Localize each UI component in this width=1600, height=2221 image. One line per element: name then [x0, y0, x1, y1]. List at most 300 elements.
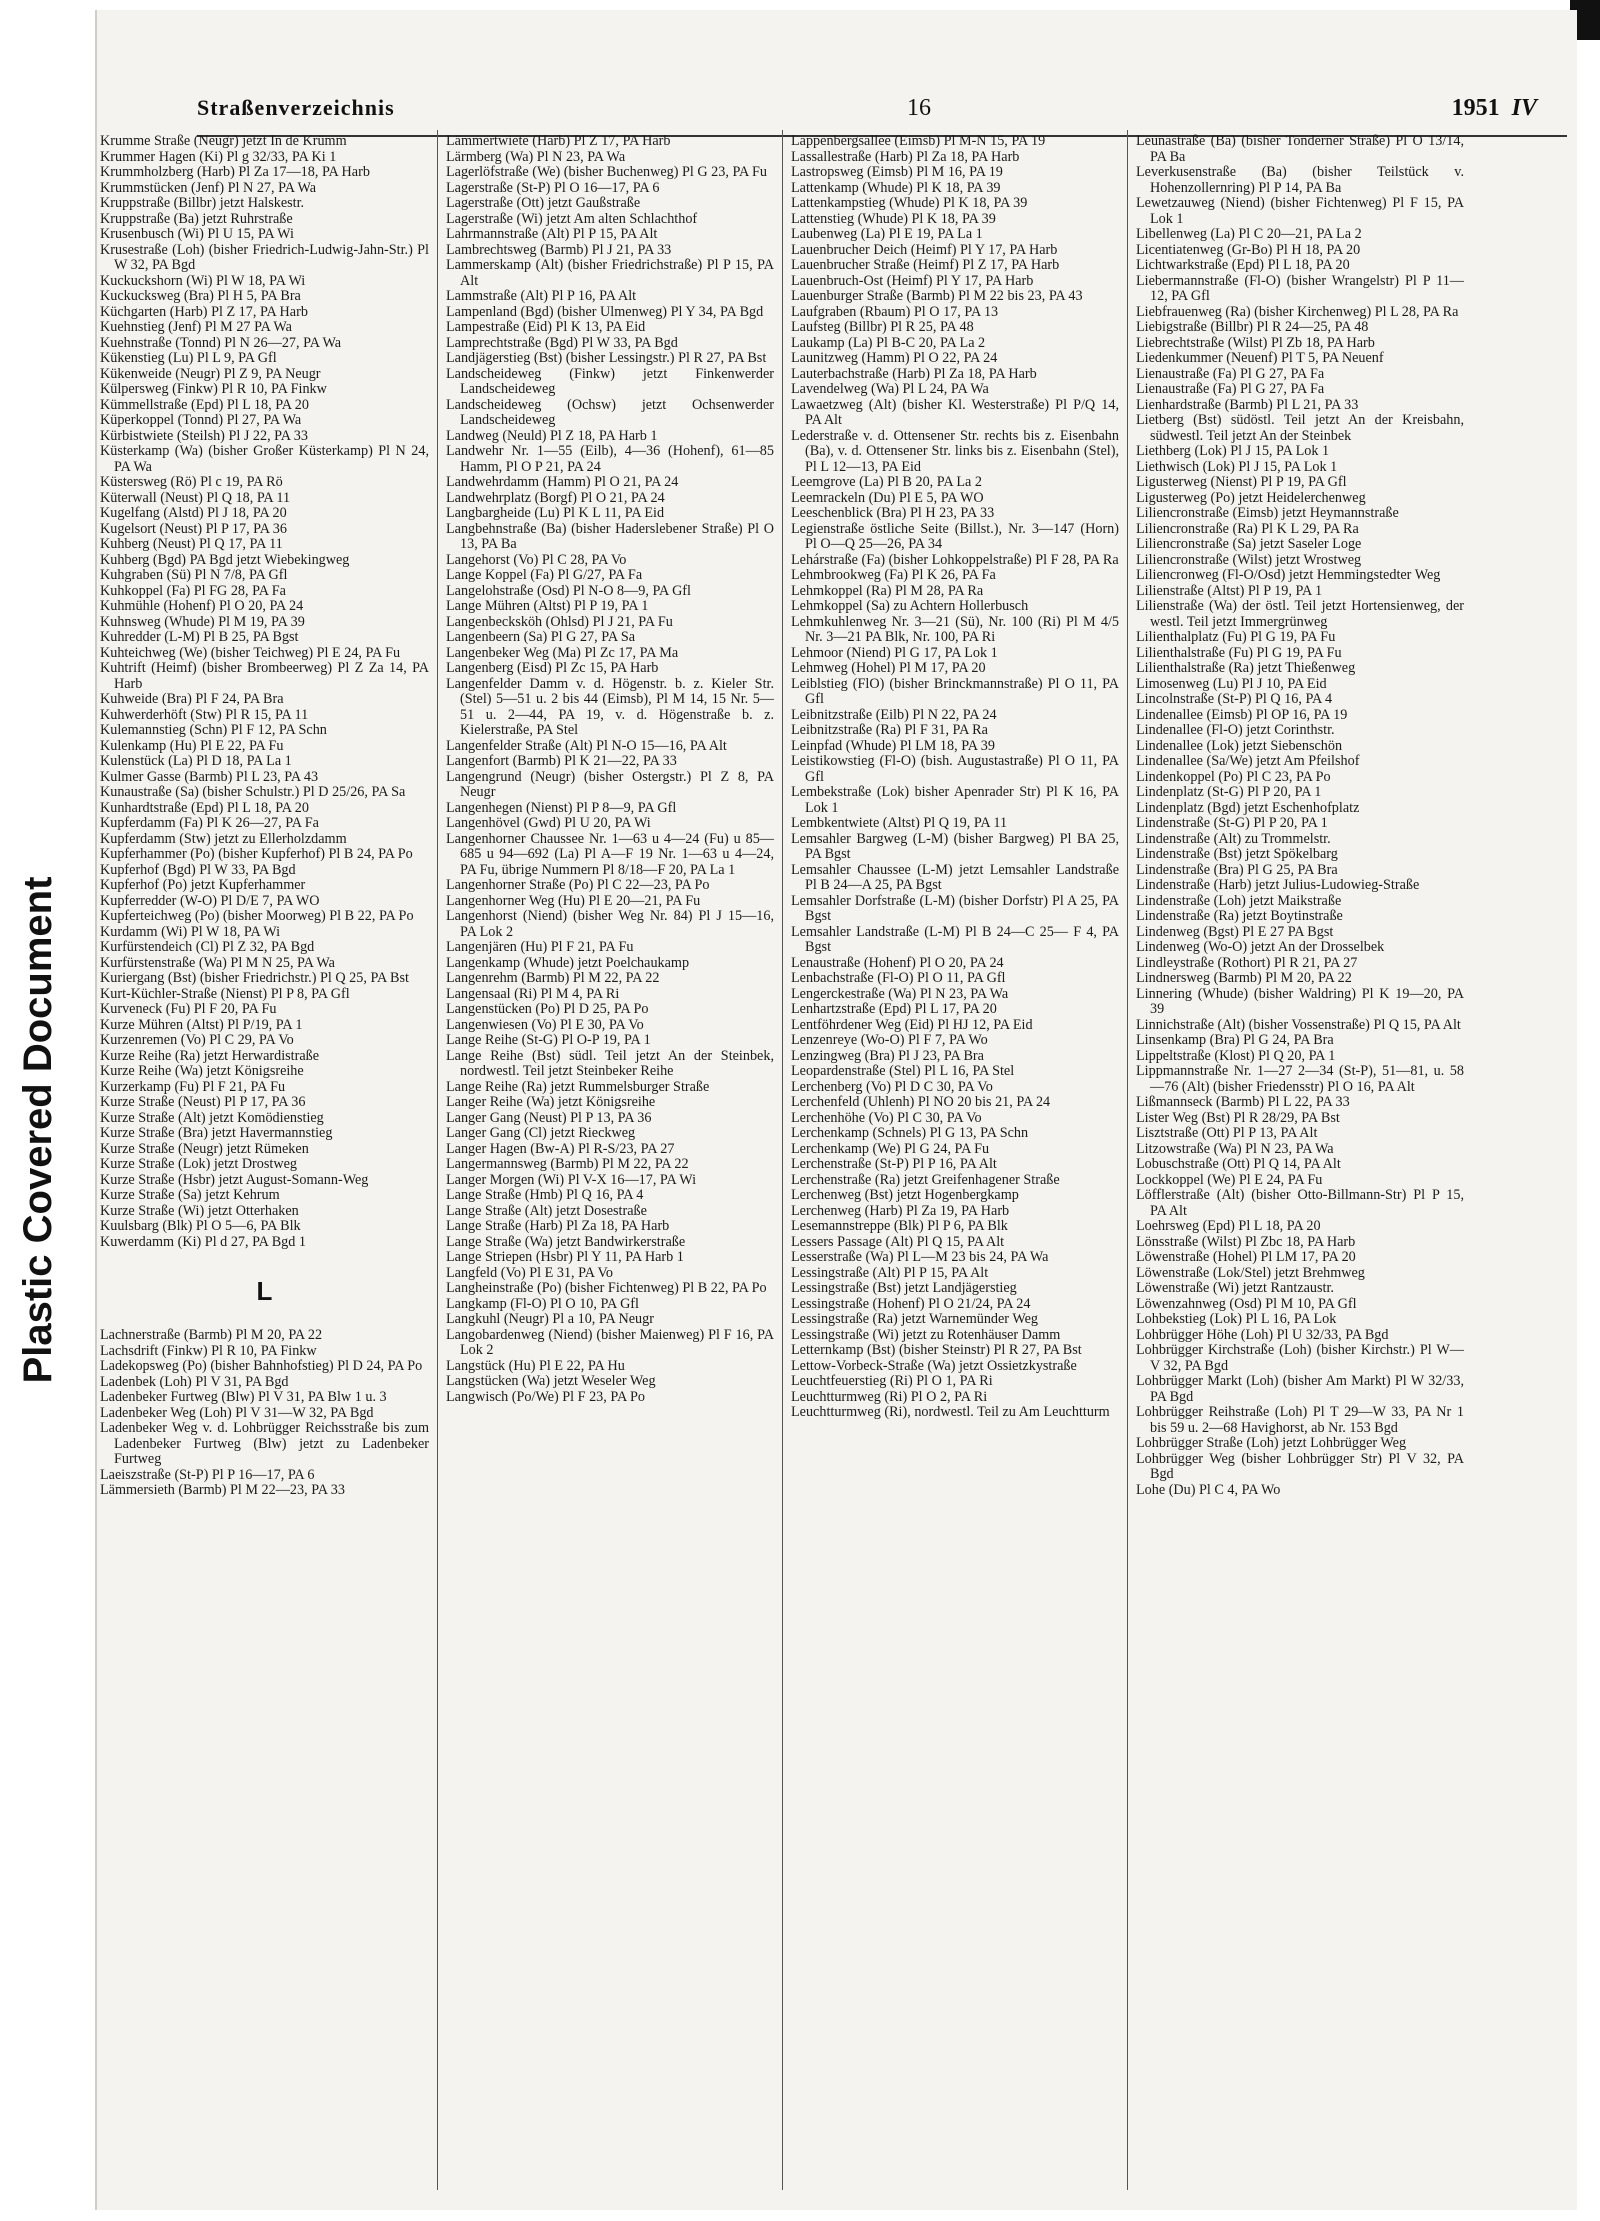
- street-entry: Lagerlöfstraße (We) (bisher Buchenweg) Pl G 23, PA Fu: [446, 164, 768, 180]
- street-entry: Kugelsort (Neust) Pl P 17, PA 36: [100, 520, 287, 537]
- street-entry: Löwenstraße (Lok/Stel) jetzt Brehmweg: [1136, 1264, 1365, 1281]
- street-entry: Lachnerstraße (Barmb) Pl M 20, PA 22: [100, 1327, 323, 1343]
- street-entry: Kuhredder (L-M) Pl B 25, PA Bgst: [100, 629, 299, 645]
- street-entry: Langenbeker Weg (Ma) Pl Zc 17, PA Ma: [446, 644, 679, 661]
- street-entry: Lindenstraße (Harb) jetzt Julius-Ludowieg-Straße: [1136, 877, 1420, 893]
- street-entry: Kurze Straße (Neugr) jetzt Rümeken: [100, 1140, 309, 1157]
- street-entry: Lange Straße (Hmb) Pl Q 16, PA 4: [446, 1187, 644, 1203]
- street-entry: Lincolnstraße (St-P) Pl Q 16, PA 4: [1136, 691, 1333, 707]
- street-entry: Kuwerdamm (Ki) Pl d 27, PA Bgd 1: [100, 1233, 306, 1250]
- street-entry: Lilienthalstraße (Ra) jetzt Thießenweg: [1136, 660, 1356, 676]
- street-entry: Leopardenstraße (Stel) Pl L 16, PA Stel: [791, 1063, 1015, 1079]
- street-entry: Ladenbeker Weg (Loh) Pl V 31—W 32, PA Bgd: [100, 1404, 374, 1421]
- street-entry: Kuulsbarg (Blk) Pl O 5—6, PA Blk: [100, 1218, 301, 1234]
- street-entry: Langenjären (Hu) Pl F 21, PA Fu: [446, 939, 634, 955]
- street-entry: Langenfelder Straße (Alt) Pl N-O 15—16, PA Alt: [446, 737, 727, 754]
- street-entry: Langenhorst (Niend) (bisher Weg Nr. 84) Pl J 15—16, PA Lok 2: [446, 908, 774, 940]
- street-entry: Lange Striepen (Hsbr) Pl Y 11, PA Harb 1: [446, 1249, 684, 1265]
- street-entry: Liethberg (Lok) Pl J 15, PA Lok 1: [1136, 443, 1330, 459]
- street-entry: Lerchenhöhe (Vo) Pl C 30, PA Vo: [791, 1109, 982, 1126]
- street-entry: Kupferteichweg (Po) (bisher Moorweg) Pl B 22, PA Po: [100, 908, 414, 924]
- street-entry: Linnering (Whude) (bisher Waldring) Pl K 19—20, PA 39: [1136, 985, 1464, 1017]
- street-entry: Kuhnsweg (Whude) Pl M 19, PA 39: [100, 613, 305, 630]
- street-entry: Langenhegen (Nienst) Pl P 8—9, PA Gfl: [446, 799, 677, 816]
- street-entry: Landwehrdamm (Hamm) Pl O 21, PA 24: [446, 474, 679, 490]
- street-entry: Leeschenblick (Bra) Pl H 23, PA 33: [791, 505, 995, 521]
- street-entry: Ladekopsweg (Po) (bisher Bahnhofstieg) Pl D 24, PA Po: [100, 1358, 423, 1374]
- street-entry: Lattenkampstieg (Whude) Pl K 18, PA 39: [791, 195, 1028, 211]
- street-entry: Löfflerstraße (Alt) (bisher Otto-Billmann-Str) Pl P 15, PA Alt: [1136, 1187, 1464, 1219]
- street-entry: Lehmkoppel (Sa) zu Achtern Hollerbusch: [791, 598, 1029, 614]
- street-entry: Kulmer Gasse (Barmb) Pl L 23, PA 43: [100, 768, 319, 785]
- street-entry: Langkuhl (Neugr) Pl a 10, PA Neugr: [446, 1311, 654, 1327]
- street-entry: Liliencronstraße (Sa) jetzt Saseler Loge: [1136, 536, 1362, 552]
- street-entry: Lentföhrdener Weg (Eid) Pl HJ 12, PA Eid: [791, 1016, 1033, 1033]
- street-entry: Lindenstraße (Alt) zu Trommelstr.: [1136, 830, 1331, 847]
- street-entry: Landscheideweg (Ochsw) jetzt Ochsenwerder Landscheideweg: [446, 396, 774, 428]
- street-entry: Lewetzauweg (Niend) (bisher Fichtenweg) Pl F 15, PA Lok 1: [1136, 195, 1464, 227]
- street-entry: Kurzenremen (Vo) Pl C 29, PA Vo: [100, 1032, 294, 1048]
- street-entry: Lönsstraße (Wilst) Pl Zbc 18, PA Harb: [1136, 1233, 1356, 1250]
- street-entry: Liebfrauenweg (Ra) (bisher Kirchenweg) Pl L 28, PA Ra: [1136, 303, 1459, 320]
- street-entry: Leinpfad (Whude) Pl LM 18, PA 39: [791, 737, 995, 754]
- street-entry: Langenbecksköh (Ohlsd) Pl J 21, PA Fu: [446, 613, 673, 630]
- street-entry: Löwenstraße (Hohel) Pl LM 17, PA 20: [1136, 1249, 1356, 1265]
- street-entry: Lindenstraße (Bst) jetzt Spökelbarg: [1136, 846, 1338, 862]
- street-entry: Kuckuckshorn (Wi) Pl W 18, PA Wi: [100, 272, 306, 289]
- street-entry: Lessingstraße (Ra) jetzt Warnemünder Weg: [791, 1311, 1038, 1327]
- street-entry: Kükenstieg (Lu) Pl L 9, PA Gfl: [100, 350, 277, 366]
- street-entry: Leemrackeln (Du) Pl E 5, PA WO: [791, 489, 984, 506]
- street-entry: Lenzingweg (Bra) Pl J 23, PA Bra: [791, 1047, 984, 1064]
- street-entry: Kurze Straße (Sa) jetzt Kehrum: [100, 1187, 280, 1203]
- street-entry: Lenzenreye (Wo-O) Pl F 7, PA Wo: [791, 1032, 988, 1048]
- street-entry: Kuhteichweg (We) (bisher Teichweg) Pl E 24, PA Fu: [100, 644, 401, 661]
- street-entry: Lärmberg (Wa) Pl N 23, PA Wa: [446, 148, 626, 165]
- street-entry: Lohe (Du) Pl C 4, PA Wo: [1136, 1481, 1281, 1498]
- street-entry: Litzowstraße (Wa) Pl N 23, PA Wa: [1136, 1140, 1334, 1157]
- street-entry: Kurze Straße (Neust) Pl P 17, PA 36: [100, 1094, 306, 1110]
- street-entry: Liebrechtstraße (Wilst) Pl Zb 18, PA Harb: [1136, 334, 1375, 351]
- street-entry: Laufgraben (Rbaum) Pl O 17, PA 13: [791, 303, 999, 320]
- street-entry: Lenhartzstraße (Epd) Pl L 17, PA 20: [791, 1001, 997, 1017]
- street-entry: Langer Hagen (Bw-A) Pl R-S/23, PA 27: [446, 1140, 675, 1157]
- street-entry: Laufsteg (Billbr) Pl R 25, PA 48: [791, 319, 974, 335]
- street-entry: Lenaustraße (Hohenf) Pl O 20, PA 24: [791, 954, 1004, 971]
- street-entry: Laeiszstraße (St-P) Pl P 16—17, PA 6: [100, 1466, 315, 1483]
- street-entry: Kupferdamm (Stw) jetzt zu Ellerholzdamm: [100, 830, 347, 847]
- street-entry: Lindenstraße (Ra) jetzt Boytinstraße: [1136, 908, 1343, 924]
- street-entry: Lohbrügger Markt (Loh) (bisher Am Markt) Pl W 32/33, PA Bgd: [1136, 1373, 1464, 1405]
- page-number: 16: [907, 95, 931, 121]
- street-entry: Langenberg (Eisd) Pl Zc 15, PA Harb: [446, 660, 659, 676]
- street-entry: Lohbrügger Kirchstraße (Loh) (bisher Kirchstr.) Pl W—V 32, PA Bgd: [1136, 1342, 1464, 1374]
- street-entry: Lampestraße (Eid) Pl K 13, PA Eid: [446, 319, 646, 335]
- street-entry: Langkamp (Fl-O) Pl O 10, PA Gfl: [446, 1295, 639, 1312]
- street-entry: Kuhkoppel (Fa) Pl FG 28, PA Fa: [100, 582, 286, 599]
- street-entry: Krusenbusch (Wi) Pl U 15, PA Wi: [100, 226, 294, 242]
- street-entry: Küchgarten (Harb) Pl Z 17, PA Harb: [100, 303, 308, 320]
- street-entry: Lederstraße v. d. Ottensener Str. rechts bis z. Eisenbahn (Ba), v. d. Ottensener Str. links bis z. Eisenbahn (Stel), Pl L 12—13, PA Eid: [791, 427, 1119, 475]
- street-entry: Langstücken (Wa) jetzt Weseler Weg: [446, 1373, 656, 1389]
- street-entry: Leuchtturmweg (Ri) Pl O 2, PA Ri: [791, 1388, 988, 1405]
- street-entry: Kuhtrift (Heimf) (bisher Brombeerweg) Pl Z Za 14, PA Harb: [100, 660, 429, 692]
- street-entry: Lindenstraße (St-G) Pl P 20, PA 1: [1136, 815, 1328, 831]
- street-entry: Lange Mühren (Altst) Pl P 19, PA 1: [446, 598, 649, 614]
- street-entry: Lindenkoppel (Po) Pl C 23, PA Po: [1136, 768, 1331, 785]
- street-entry: Liliencronstraße (Ra) Pl K L 29, PA Ra: [1136, 520, 1359, 537]
- street-entry: Lerchenfeld (Uhlenh) Pl NO 20 bis 21, PA 24: [791, 1094, 1051, 1110]
- street-entry: Lindenplatz (St-G) Pl P 20, PA 1: [1136, 784, 1322, 800]
- street-entry: Ligusterweg (Po) jetzt Heidelerchenweg: [1136, 489, 1366, 506]
- street-entry: Kulenkamp (Hu) Pl E 22, PA Fu: [100, 737, 284, 754]
- street-entry: Lienhardstraße (Barmb) Pl L 21, PA 33: [1136, 396, 1359, 413]
- street-entry: Lattenstieg (Whude) Pl K 18, PA 39: [791, 210, 996, 227]
- street-entry: Lisztstraße (Ott) Pl P 13, PA Alt: [1136, 1125, 1318, 1141]
- street-entry: Liedenkummer (Neuenf) Pl T 5, PA Neuenf: [1136, 350, 1384, 366]
- street-entry: Kürbistwiete (Steilsh) Pl J 22, PA 33: [100, 427, 308, 444]
- street-entry: Landwehrplatz (Borgf) Pl O 21, PA 24: [446, 489, 665, 506]
- street-entry: Kurveneck (Fu) Pl F 20, PA Fu: [100, 1001, 277, 1017]
- street-entry: Krusestraße (Loh) (bisher Friedrich-Ludwig-Jahn-Str.) Pl W 32, PA Bgd: [100, 241, 429, 273]
- street-entry: Lattenkamp (Whude) Pl K 18, PA 39: [791, 179, 1001, 196]
- street-entry: Lamprechtstraße (Bgd) Pl W 33, PA Bgd: [446, 334, 678, 351]
- street-entry: Landweg (Neuld) Pl Z 18, PA Harb 1: [446, 427, 658, 444]
- street-entry: Küperkoppel (Tonnd) Pl 27, PA Wa: [100, 412, 302, 428]
- street-entry: Lämmersieth (Barmb) Pl M 22—23, PA 33: [100, 1482, 345, 1498]
- page-title: Straßenverzeichnis: [197, 95, 395, 120]
- street-entry: Lampenland (Bgd) (bisher Ulmenweg) Pl Y 34, PA Bgd: [446, 303, 764, 320]
- street-entry: Kurfürstendeich (Cl) Pl Z 32, PA Bgd: [100, 939, 315, 955]
- street-entry: Kupferhof (Po) jetzt Kupferhammer: [100, 877, 306, 893]
- street-entry: Kuriergang (Bst) (bisher Friedrichstr.) Pl Q 25, PA Bst: [100, 970, 409, 986]
- page-year: [1452, 95, 1537, 122]
- column-4: [1127, 130, 1472, 2190]
- street-entry: Külpersweg (Finkw) Pl R 10, PA Finkw: [100, 381, 327, 397]
- street-entry: Lienaustraße (Fa) Pl G 27, PA Fa: [1136, 381, 1325, 397]
- street-entry: Lastropsweg (Eimsb) Pl M 16, PA 19: [791, 164, 1003, 180]
- street-entry: Lerchenberg (Vo) Pl D C 30, PA Vo: [791, 1078, 993, 1095]
- street-entry: Loehrsweg (Epd) Pl L 18, PA 20: [1136, 1218, 1321, 1234]
- street-entry: Lerchenkamp (We) Pl G 24, PA Fu: [791, 1140, 990, 1157]
- street-entry: Kruppstraße (Ba) jetzt Ruhrstraße: [100, 210, 293, 227]
- street-entry: Kurt-Küchler-Straße (Nienst) Pl P 8, PA Gfl: [100, 985, 350, 1002]
- street-entry: Libellenweg (La) Pl C 20—21, PA La 2: [1136, 226, 1362, 242]
- street-entry: Lohbrügger Weg (bisher Lohbrügger Str) Pl V 32, PA Bgd: [1136, 1450, 1464, 1482]
- street-entry: Lippeltstraße (Klost) Pl Q 20, PA 1: [1136, 1047, 1336, 1064]
- street-entry: Lauenburger Straße (Barmb) Pl M 22 bis 23, PA 43: [791, 288, 1083, 304]
- street-entry: Kupferhof (Bgd) Pl W 33, PA Bgd: [100, 861, 296, 878]
- street-entry: Lindenweg (Wo-O) jetzt An der Drosselbek: [1136, 939, 1385, 955]
- street-entry: Krumme Straße (Neugr) jetzt In de Krümm: [100, 133, 347, 149]
- street-entry: Küsterkamp (Wa) (bisher Großer Küsterkamp) Pl N 24, PA Wa: [100, 443, 429, 475]
- street-entry: Langenrehm (Barmb) Pl M 22, PA 22: [446, 970, 660, 986]
- street-entry: Launitzweg (Hamm) Pl O 22, PA 24: [791, 350, 998, 366]
- street-entry: Langer Morgen (Wi) Pl V-X 16—17, PA Wi: [446, 1171, 697, 1188]
- street-entry: Liliencronweg (Fl-O/Osd) jetzt Hemmingstedter Weg: [1136, 567, 1441, 583]
- street-entry: Lilienthalplatz (Fu) Pl G 19, PA Fu: [1136, 629, 1336, 645]
- street-entry: Lenbachstraße (Fl-O) Pl O 11, PA Gfl: [791, 970, 1006, 986]
- street-entry: Lesserstraße (Wa) Pl L—M 23 bis 24, PA Wa: [791, 1249, 1049, 1265]
- street-entry: Leibnitzstraße (Ra) Pl F 31, PA Ra: [791, 722, 988, 738]
- street-entry: Leemgrove (La) Pl B 20, PA La 2: [791, 474, 982, 490]
- street-entry: Langenhorner Chaussee Nr. 1—63 u 4—24 (Fu) u 85—685 u 94—692 (La) Pl A—F 19 Nr. 1—63 u 4—24, PA Fu, übrige Nummern Pl 8/18—F 20, PA La 1: [446, 830, 774, 878]
- street-entry: Küterwall (Neust) Pl Q 18, PA 11: [100, 489, 291, 506]
- street-entry: Lessers Passage (Alt) Pl Q 15, PA Alt: [791, 1233, 1005, 1250]
- street-entry: Lohbrügger Reihstraße (Loh) Pl T 29—W 33, PA Nr 1 bis 59 u. 2—68 Havighorst, ab Nr. 153 Bgd: [1136, 1404, 1464, 1436]
- street-entry: Langenhorner Straße (Po) Pl C 22—23, PA Po: [446, 877, 710, 893]
- street-entry: Kuckucksweg (Bra) Pl H 5, PA Bra: [100, 288, 301, 304]
- street-entry: Kupferdamm (Fa) Pl K 26—27, PA Fa: [100, 815, 319, 831]
- street-entry: Lahrmannstraße (Alt) Pl P 15, PA Alt: [446, 226, 658, 242]
- street-entry: Lammstraße (Alt) Pl P 16, PA Alt: [446, 288, 637, 304]
- street-entry: Lauenbrucher Deich (Heimf) Pl Y 17, PA Harb: [791, 241, 1058, 258]
- street-entry: Langenstücken (Po) Pl D 25, PA Po: [446, 1001, 649, 1017]
- street-entry: Leiblstieg (FlO) (bisher Brinckmannstraße) Pl O 11, PA Gfl: [791, 675, 1119, 707]
- street-entry: Lindenallee (Fl-O) jetzt Corinthstr.: [1136, 722, 1335, 738]
- street-entry: Kruppstraße (Billbr) jetzt Halskestr.: [100, 195, 305, 211]
- street-entry: Langer Gang (Cl) jetzt Rieckweg: [446, 1125, 636, 1141]
- street-entry: Lengerckestraße (Wa) Pl N 23, PA Wa: [791, 985, 1009, 1002]
- street-entry: Lämmertwiete (Harb) Pl Z 17, PA Harb: [446, 133, 671, 149]
- street-entry: Lambrechtsweg (Barmb) Pl J 21, PA 33: [446, 241, 672, 258]
- street-entry: Kulenstück (La) Pl D 18, PA La 1: [100, 753, 292, 769]
- street-entry: Lerchenweg (Bst) jetzt Hogenbergkamp: [791, 1187, 1019, 1203]
- street-entry: Lesemannstreppe (Blk) Pl P 6, PA Blk: [791, 1218, 1008, 1234]
- street-columns: [92, 130, 1472, 2190]
- street-entry: Lehárstraße (Fa) (bisher Lohkoppelstraße) Pl F 28, PA Ra: [791, 551, 1119, 568]
- street-entry: Kurfürstenstraße (Wa) Pl M N 25, PA Wa: [100, 954, 335, 971]
- street-entry: Kunhardtstraße (Epd) Pl L 18, PA 20: [100, 799, 309, 816]
- street-entry: Lißmannseck (Barmb) Pl L 22, PA 33: [1136, 1094, 1350, 1110]
- street-entry: Lemsahler Dorfstraße (L-M) (bisher Dorfstr) Pl A 25, PA Bgst: [791, 892, 1119, 924]
- street-entry: Krummholzberg (Harb) Pl Za 17—18, PA Harb: [100, 164, 370, 180]
- street-entry: Kupferredder (W-O) Pl D/E 7, PA WO: [100, 892, 320, 909]
- street-entry: Limosenweg (Lu) Pl J 10, PA Eid: [1136, 675, 1327, 692]
- street-entry: Linnichstraße (Alt) (bisher Vossenstraße) Pl Q 15, PA Alt: [1136, 1016, 1461, 1033]
- street-entry: Kurze Straße (Lok) jetzt Drostweg: [100, 1156, 297, 1172]
- street-entry: Kurze Straße (Bra) jetzt Havermannstieg: [100, 1125, 333, 1141]
- street-entry: Lavendelweg (Wa) Pl L 24, PA Wa: [791, 381, 989, 397]
- street-entry: Langobardenweg (Niend) (bisher Maienweg) Pl F 16, PA Lok 2: [446, 1326, 774, 1358]
- street-entry: Langenbeern (Sa) Pl G 27, PA Sa: [446, 629, 636, 645]
- street-entry: Lange Reihe (Bst) südl. Teil jetzt An der Steinbek, nordwestl. Teil jetzt Steinbeker Reihe: [446, 1047, 774, 1079]
- street-entry: Kurze Straße (Wi) jetzt Otterhaken: [100, 1202, 299, 1219]
- street-entry: Lichtwarkstraße (Epd) Pl L 18, PA 20: [1136, 257, 1350, 273]
- street-entry: Lindenstraße (Bra) Pl G 25, PA Bra: [1136, 861, 1338, 878]
- street-entry: Lerchenstraße (Ra) jetzt Greifenhagener Straße: [791, 1171, 1060, 1188]
- street-entry: Kurze Mühren (Altst) Pl P/19, PA 1: [100, 1016, 303, 1033]
- street-entry: Leuchtturmweg (Ri), nordwestl. Teil zu Am Leuchtturm: [791, 1404, 1110, 1420]
- street-entry: Liliencronstraße (Eimsb) jetzt Heymannstraße: [1136, 505, 1399, 521]
- street-entry: Liebigstraße (Billbr) Pl R 24—25, PA 48: [1136, 319, 1369, 335]
- street-entry: Ladenbeker Weg v. d. Lohbrügger Reichsstraße bis zum Ladenbeker Furtweg (Blw) jetzt zu Ladenbeker Furtweg: [100, 1420, 429, 1467]
- street-entry: Leverkusenstraße (Ba) (bisher Teilstück v. Hohenzollernring) Pl P 14, PA Ba: [1136, 164, 1464, 196]
- street-entry: Krummstücken (Jenf) Pl N 27, PA Wa: [100, 179, 316, 196]
- street-entry: Lauenbruch-Ost (Heimf) Pl Y 17, PA Harb: [791, 272, 1034, 289]
- year-number: 1951: [1451, 95, 1500, 121]
- street-entry: Langenhövel (Gwd) Pl U 20, PA Wi: [446, 815, 651, 831]
- street-entry: Lohbekstieg (Lok) Pl L 16, PA Lok: [1136, 1311, 1337, 1327]
- street-entry: Lobuschstraße (Ott) Pl Q 14, PA Alt: [1136, 1156, 1341, 1172]
- street-entry: Löwenstraße (Wi) jetzt Rantzaustr.: [1136, 1280, 1334, 1296]
- street-entry: Liebermannstraße (Fl-O) (bisher Wrangelstr) Pl P 11—12, PA Gfl: [1136, 272, 1464, 304]
- street-entry: Lange Straße (Harb) Pl Za 18, PA Harb: [446, 1218, 670, 1234]
- column-1: [92, 130, 437, 2190]
- street-entry: Lauterbachstraße (Harb) Pl Za 18, PA Harb: [791, 365, 1037, 382]
- street-entry: Kurze Straße (Alt) jetzt Komödienstieg: [100, 1109, 324, 1126]
- street-entry: Langbehnstraße (Ba) (bisher Haderslebener Straße) Pl O 13, PA Ba: [446, 520, 774, 552]
- street-entry: Kunaustraße (Sa) (bisher Schulstr.) Pl D 25/26, PA Sa: [100, 784, 406, 800]
- street-entry: Lembkentwiete (Altst) Pl Q 19, PA 11: [791, 815, 1008, 831]
- street-entry: Lehmweg (Hohel) Pl M 17, PA 20: [791, 660, 986, 676]
- street-entry: Lister Weg (Bst) Pl R 28/29, PA Bst: [1136, 1109, 1340, 1126]
- street-entry: Lessingstraße (Alt) Pl P 15, PA Alt: [791, 1264, 989, 1281]
- street-entry: Lemsahler Landstraße (L-M) Pl B 24—C 25— F 4, PA Bgst: [791, 923, 1119, 955]
- street-entry: Kuhweide (Bra) Pl F 24, PA Bra: [100, 691, 284, 707]
- street-entry: Kuehnstraße (Tonnd) Pl N 26—27, PA Wa: [100, 334, 342, 351]
- street-entry: Langer Reihe (Wa) jetzt Königsreihe: [446, 1094, 656, 1110]
- street-entry: Kurdamm (Wi) Pl W 18, PA Wi: [100, 923, 281, 940]
- street-entry: Lemsahler Chaussee (L-M) jetzt Lemsahler Landstraße Pl B 24—A 25, PA Bgst: [791, 861, 1119, 893]
- street-entry: Lembekstraße (Lok) bisher Apenrader Str) Pl K 16, PA Lok 1: [791, 784, 1119, 816]
- street-entry: Lindenplatz (Bgd) jetzt Eschenhofplatz: [1136, 799, 1360, 816]
- street-entry: Lilienstraße (Wa) der östl. Teil jetzt Hortensienweg, der westl. Teil jetzt Immergrünweg: [1136, 598, 1464, 630]
- street-entry: Kümmellstraße (Epd) Pl L 18, PA 20: [100, 396, 309, 413]
- street-entry: Kuhberg (Bgd) PA Bgd jetzt Wiebekingweg: [100, 551, 350, 568]
- street-entry: Kulemannstieg (Schn) Pl F 12, PA Schn: [100, 722, 327, 738]
- street-entry: Lilienthalstraße (Fu) Pl G 19, PA Fu: [1136, 644, 1342, 661]
- street-entry: Ladenbeker Furtweg (Blw) Pl V 31, PA Blw 1 u. 3: [100, 1389, 387, 1405]
- street-entry: Legienstraße östliche Seite (Billst.), Nr. 3—147 (Horn) Pl O—Q 25—26, PA 34: [791, 520, 1119, 552]
- street-entry: Kugelfang (Alstd) Pl J 18, PA 20: [100, 505, 287, 521]
- street-entry: Liethwisch (Lok) Pl J 15, PA Lok 1: [1136, 458, 1338, 475]
- street-entry: Lagerstraße (Ott) jetzt Gaußstraße: [446, 195, 641, 211]
- street-entry: Lindnersweg (Barmb) Pl M 20, PA 22: [1136, 970, 1352, 986]
- street-entry: Löwenzahnweg (Osd) Pl M 10, PA Gfl: [1136, 1295, 1357, 1312]
- street-entry: Langermannsweg (Barmb) Pl M 22, PA 22: [446, 1156, 689, 1172]
- street-entry: Lassallestraße (Harb) Pl Za 18, PA Harb: [791, 148, 1020, 165]
- street-entry: Lessingstraße (Hohenf) Pl O 21/24, PA 24: [791, 1295, 1031, 1312]
- street-entry: Liliencronstraße (Wilst) jetzt Wrostweg: [1136, 551, 1362, 568]
- street-entry: Ligusterweg (Nienst) Pl P 19, PA Gfl: [1136, 474, 1347, 490]
- street-entry: Lerchenkamp (Schnels) Pl G 13, PA Schn: [791, 1125, 1029, 1141]
- street-entry: Leunastraße (Ba) (bisher Tonderner Straße) Pl O 13/14, PA Ba: [1136, 133, 1464, 165]
- street-entry: Langenfelder Damm v. d. Högenstr. b. z. Kieler Str. (Stel) 5—51 u. 2 bis 44 (Eimsb), Pl M 14, 15 Nr. 5—51 u. 2—44, PA 19, v. d. Högenstraße b. z. Kielerstraße, PA Stel: [446, 675, 774, 738]
- street-entry: Langfeld (Vo) Pl E 31, PA Vo: [446, 1264, 613, 1281]
- street-entry: Kurzerkamp (Fu) Pl F 21, PA Fu: [100, 1078, 286, 1095]
- street-entry: Lauenbrucher Straße (Heimf) Pl Z 17, PA Harb: [791, 257, 1060, 273]
- plastic-covered-label: Plastic Covered Document: [15, 876, 60, 1384]
- street-entry: Lagerstraße (St-P) Pl O 16—17, PA 6: [446, 179, 660, 196]
- street-entry: Lindenallee (Sa/We) jetzt Am Pfeilshof: [1136, 753, 1360, 769]
- street-entry: Landjägerstieg (Bst) (bisher Lessingstr.) Pl R 27, PA Bst: [446, 350, 767, 366]
- street-entry: Kuhgraben (Sü) Pl N 7/8, PA Gfl: [100, 567, 288, 583]
- street-entry: Lehmkoppel (Ra) Pl M 28, PA Ra: [791, 582, 984, 599]
- street-entry: Kupferhammer (Po) (bisher Kupferhof) Pl B 24, PA Po: [100, 846, 413, 862]
- street-entry: Langenkamp (Whude) jetzt Poelchaukamp: [446, 954, 690, 971]
- street-entry: Lindenallee (Lok) jetzt Siebenschön: [1136, 737, 1343, 754]
- street-entry: Lawaetzweg (Alt) (bisher Kl. Westerstraße) Pl P/Q 14, PA Alt: [791, 396, 1119, 428]
- street-entry: Krummer Hagen (Ki) Pl g 32/33, PA Ki 1: [100, 148, 337, 165]
- street-entry: Langenhorner Weg (Hu) Pl E 20—21, PA Fu: [446, 892, 701, 909]
- street-entry: Lindleystraße (Rothort) Pl R 21, PA 27: [1136, 954, 1358, 971]
- street-entry: Laukamp (La) Pl B-C 20, PA La 2: [791, 334, 986, 351]
- street-entry: Landscheideweg (Finkw) jetzt Finkenwerder Landscheideweg: [446, 365, 774, 397]
- street-entry: Langenwiesen (Vo) Pl E 30, PA Vo: [446, 1016, 644, 1033]
- street-entry: Lammerskamp (Alt) (bisher Friedrichstraße) Pl P 15, PA Alt: [446, 257, 774, 289]
- street-entry: Küstersweg (Rö) Pl c 19, PA Rö: [100, 474, 283, 490]
- section-letter: L: [256, 1276, 273, 1306]
- street-entry: Langwisch (Po/We) Pl F 23, PA Po: [446, 1388, 645, 1405]
- street-entry: Leibnitzstraße (Eilb) Pl N 22, PA 24: [791, 706, 997, 723]
- street-entry: Lemsahler Bargweg (L-M) (bisher Bargweg) Pl BA 25, PA Bgst: [791, 830, 1119, 862]
- street-entry: Kuhmühle (Hohenf) Pl O 20, PA 24: [100, 598, 304, 614]
- street-entry: Kurze Reihe (Ra) jetzt Herwardistraße: [100, 1047, 320, 1064]
- street-entry: Langelohstraße (Osd) Pl N-O 8—9, PA Gfl: [446, 582, 691, 599]
- street-entry: Licentiatenweg (Gr-Bo) Pl H 18, PA 20: [1136, 241, 1361, 258]
- street-entry: Lappenbergsallee (Eimsb) Pl M-N 15, PA 19: [791, 133, 1046, 149]
- street-entry: Lippmannstraße Nr. 1—27 2—34 (St-P), 51—81, u. 58—76 (Alt) (bisher Friedensstr) Pl O 16, PA Alt: [1136, 1063, 1464, 1095]
- volume-roman: IV: [1511, 95, 1537, 121]
- street-entry: Langehorst (Vo) Pl C 28, PA Vo: [446, 551, 627, 568]
- street-entry: Langbargheide (Lu) Pl K L 11, PA Eid: [446, 505, 665, 521]
- street-entry: Lange Koppel (Fa) Pl G/27, PA Fa: [446, 567, 643, 583]
- street-entry: Lietberg (Bst) südöstl. Teil jetzt An der Kreisbahn, südwestl. Teil jetzt An der Steinbek: [1136, 412, 1464, 444]
- street-entry: Kuhwerderhöft (Stw) Pl R 15, PA 11: [100, 706, 309, 723]
- street-entry: Kuehnstieg (Jenf) Pl M 27 PA Wa: [100, 319, 292, 335]
- street-entry: Lilienstraße (Altst) Pl P 19, PA 1: [1136, 582, 1323, 599]
- street-entry: Lohbrügger Höhe (Loh) Pl U 32/33, PA Bgd: [1136, 1326, 1389, 1343]
- street-entry: Langengrund (Neugr) (bisher Ostergstr.) Pl Z 8, PA Neugr: [446, 768, 774, 800]
- street-entry: Kurze Straße (Hsbr) jetzt August-Somann-Weg: [100, 1171, 369, 1188]
- street-entry: Landwehr Nr. 1—55 (Eilb), 4—36 (Hohenf), 61—85 Hamm, Pl O P 21, PA 24: [446, 443, 774, 475]
- street-entry: Lerchenstraße (St-P) Pl P 16, PA Alt: [791, 1156, 997, 1172]
- street-entry: Lachsdrift (Finkw) Pl R 10, PA Finkw: [100, 1342, 317, 1359]
- street-entry: Leuchtfeuerstieg (Ri) Pl O 1, PA Ri: [791, 1373, 993, 1389]
- street-entry: Ladenbek (Loh) Pl V 31, PA Bgd: [100, 1373, 289, 1390]
- street-entry: Lettow-Vorbeck-Straße (Wa) jetzt Ossietzkystraße: [791, 1357, 1077, 1374]
- street-entry: Langheinstraße (Po) (bisher Fichtenweg) Pl B 22, PA Po: [446, 1280, 767, 1296]
- street-entry: Langenfort (Barmb) Pl K 21—22, PA 33: [446, 753, 677, 769]
- street-entry: Linsenkamp (Bra) Pl G 24, PA Bra: [1136, 1032, 1334, 1048]
- street-entry: Langer Gang (Neust) Pl P 13, PA 36: [446, 1109, 652, 1126]
- street-entry: Lockkoppel (We) Pl E 24, PA Fu: [1136, 1171, 1323, 1188]
- street-entry: Kurze Reihe (Wa) jetzt Königsreihe: [100, 1063, 304, 1079]
- street-entry: Lerchenweg (Harb) Pl Za 19, PA Harb: [791, 1202, 1010, 1219]
- street-entry: Lehmbrookweg (Fa) Pl K 26, PA Fa: [791, 567, 996, 583]
- street-entry: Lessingstraße (Bst) jetzt Landjägerstieg: [791, 1280, 1017, 1296]
- street-entry: Leistikowstieg (Fl-O) (bish. Augustastraße) Pl O 11, PA Gfl: [791, 753, 1119, 785]
- column-3: [782, 130, 1127, 2190]
- street-entry: Lehmoor (Niend) Pl G 17, PA Lok 1: [791, 644, 998, 661]
- street-entry: Laubenweg (La) Pl E 19, PA La 1: [791, 226, 983, 242]
- street-entry: Lehmkuhlenweg Nr. 3—21 (Sü), Nr. 100 (Ri) Pl M 4/5 Nr. 3—21 PA Blk, Nr. 100, PA Ri: [791, 613, 1119, 645]
- street-entry: Lohbrügger Straße (Loh) jetzt Lohbrügger Weg: [1136, 1435, 1407, 1451]
- scan-margin: [0, 0, 95, 2221]
- street-entry: Langstück (Hu) Pl E 22, PA Hu: [446, 1357, 625, 1374]
- column-2: [437, 130, 782, 2190]
- street-entry: Langensaal (Ri) Pl M 4, PA Ri: [446, 985, 620, 1002]
- street-entry: Lindenstraße (Loh) jetzt Maikstraße: [1136, 892, 1342, 909]
- street-entry: Lange Straße (Alt) jetzt Dosestraße: [446, 1202, 647, 1219]
- street-entry: Lienaustraße (Fa) Pl G 27, PA Fa: [1136, 365, 1325, 382]
- street-entry: Letternkamp (Bst) (bisher Steinstr) Pl R 27, PA Bst: [791, 1342, 1082, 1358]
- street-entry: Lange Reihe (Ra) jetzt Rummelsburger Straße: [446, 1078, 710, 1095]
- street-entry: Lessingstraße (Wi) jetzt zu Rotenhäuser Damm: [791, 1326, 1061, 1343]
- street-entry: Kuhberg (Neust) Pl Q 17, PA 11: [100, 536, 283, 552]
- street-entry: Lindenallee (Eimsb) Pl OP 16, PA 19: [1136, 706, 1348, 723]
